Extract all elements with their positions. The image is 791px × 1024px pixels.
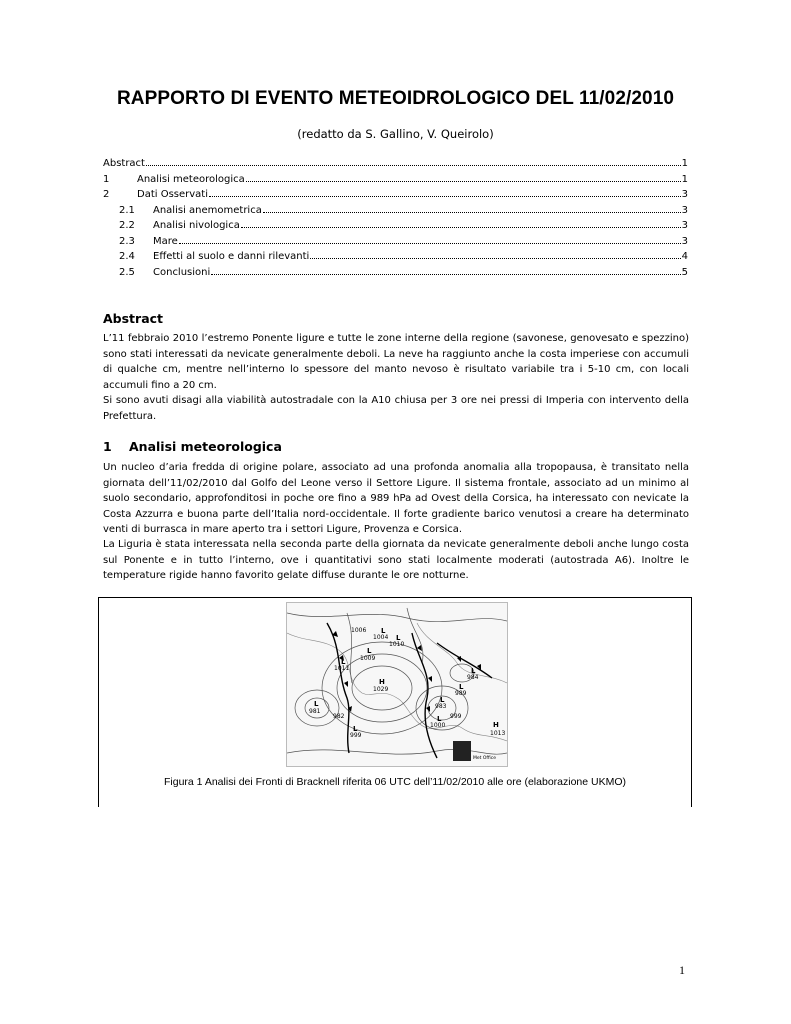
synoptic-chart-image — [286, 602, 508, 767]
toc-entry-label: Analisi anemometrica — [153, 204, 262, 216]
section-title: Analisi meteorologica — [129, 439, 282, 454]
toc-dot-leader — [241, 227, 681, 228]
abstract-paragraph-2: Si sono avuti disagi alla viabilità autostradale con la A10 chiusa per 3 ore nei pressi di Imperia con intervento della Prefettura. — [103, 395, 689, 422]
toc-entry-page: 3 — [681, 235, 688, 247]
map-label: 1009 — [360, 655, 376, 662]
toc-entry[interactable] — [103, 189, 688, 205]
toc-entry-page: 3 — [681, 220, 688, 231]
page-number: 1 — [679, 963, 685, 977]
pressure-center: L — [341, 658, 346, 666]
toc-entry-page: 1 — [681, 158, 688, 169]
toc-entry-page: 3 — [681, 189, 688, 200]
toc-entry-number: 2.5 — [119, 266, 135, 278]
map-label: 1013 — [490, 730, 506, 737]
map-label: 1006 — [351, 627, 367, 634]
toc-entry[interactable] — [103, 158, 688, 174]
toc-dot-leader — [211, 274, 680, 275]
weather-map — [287, 603, 507, 766]
map-label: 1010 — [389, 641, 405, 648]
toc-entry-page: 1 — [681, 173, 688, 185]
map-label: 999 — [350, 732, 362, 739]
table-of-contents — [103, 158, 688, 282]
pressure-center: L — [437, 715, 442, 723]
toc-dot-leader — [179, 243, 681, 244]
pressure-center: L — [353, 725, 358, 733]
toc-entry-number: 2.3 — [119, 235, 135, 247]
toc-dot-leader — [310, 258, 680, 259]
map-label: 1029 — [373, 686, 389, 693]
map-label: 984 — [467, 674, 479, 681]
map-label: 1011 — [334, 665, 350, 672]
section-1-paragraph-2: La Liguria è stata interessata nella seconda parte della giornata da nevicate generalmente deboli anche lungo costa sul Ponente e in tutto l’interno, ove i quantitativi sono stati localmente moderati (autostrada A6). Inoltre le temperature rigide hanno favorito gelate diffuse durante le ore notturne. — [103, 539, 689, 582]
toc-entry[interactable] — [103, 236, 688, 252]
map-label: 981 — [309, 708, 321, 715]
pressure-center: L — [381, 627, 386, 635]
toc-dot-leader — [209, 196, 681, 197]
map-label: 999 — [450, 713, 462, 720]
section-1-paragraph-1: Un nucleo d’aria fredda di origine polare, associato ad una profonda anomalia alla tropopausa, è transitato nella giornata dell’11/02/2010 dal Golfo del Leone verso il Settore Ligure. Il sistema frontale, associato ad un minimo al suolo secondario, approfonditosi in poche ore fino a 989 hPa ad Ovest della Corsica, ha interessato con nevicate la Costa Azzurra e buona parte dell’Italia nord-occidentale. Il forte gradiente barico venutosi a creare ha determinato venti di burrasca in mare aperto tra i settori Ligure, Provenza e Corsica. — [103, 462, 689, 536]
toc-entry[interactable] — [103, 174, 688, 190]
toc-dot-leader — [263, 212, 681, 213]
figure-box — [98, 597, 692, 807]
pressure-center: L — [367, 647, 372, 655]
toc-entry-label: Conclusioni — [153, 266, 211, 278]
toc-dot-leader — [246, 181, 681, 182]
toc-entry-page: 5 — [681, 266, 688, 278]
toc-entry-label: Effetti al suolo e danni rilevanti — [153, 251, 310, 262]
document-title: RAPPORTO DI EVENTO METEOIDROLOGICO DEL 11/02/2010 — [116, 88, 675, 109]
svg-text:Met Office: Met Office — [473, 756, 496, 761]
map-label: 983 — [435, 703, 447, 710]
abstract-paragraph-1: L’11 febbraio 2010 l’estremo Ponente ligure e tutte le zone interne della regione (savonese, genovesato e spezzino) sono stati interessati da nevicate generalmente deboli. La neve ha raggiunto anche la costa imperiese con accumuli di qualche cm, mentre nell’interno lo spessore del manto nevoso è risultato variabile tra i 5-10 cm, con locali accumuli fino a 20 cm. — [103, 333, 689, 391]
pressure-center: H — [379, 678, 385, 686]
toc-entry-label: Mare — [153, 235, 178, 247]
toc-entry-number: 2.4 — [119, 251, 135, 262]
map-label: 1000 — [430, 722, 446, 729]
toc-entry-label: Abstract — [103, 158, 145, 169]
toc-entry-label: Analisi nivologica — [153, 220, 240, 231]
toc-entry-page: 4 — [681, 251, 688, 262]
toc-entry-label: Analisi meteorologica — [137, 173, 245, 185]
abstract-heading: Abstract — [103, 311, 164, 326]
toc-entry-label: Dati Osservati — [137, 189, 209, 200]
toc-entry[interactable] — [103, 205, 688, 221]
section-number: 1 — [103, 439, 112, 454]
toc-entry[interactable] — [103, 251, 688, 267]
map-label: 982 — [333, 713, 345, 720]
pressure-center: L — [459, 683, 464, 691]
toc-entry-number: 1 — [103, 173, 110, 185]
authors-line: (redatto da S. Gallino, V. Queirolo) — [297, 127, 494, 141]
map-label: 989 — [455, 690, 467, 697]
figure-caption: Figura 1 Analisi dei Fronti di Bracknell riferita 06 UTC dell’11/02/2010 alle ore (elaborazione UKMO) — [163, 776, 627, 788]
pressure-center: L — [396, 634, 401, 642]
pressure-center: L — [471, 667, 476, 675]
map-label: 1004 — [373, 634, 389, 641]
toc-entry-number: 2.1 — [119, 204, 135, 216]
pressure-center: L — [440, 696, 445, 704]
section-1-heading — [103, 439, 282, 454]
toc-entry[interactable] — [103, 267, 688, 283]
pressure-center: H — [493, 721, 499, 729]
toc-entry-number: 2 — [103, 189, 110, 200]
toc-entry-page: 3 — [681, 204, 688, 216]
toc-entry[interactable] — [103, 220, 688, 236]
toc-dot-leader — [146, 165, 681, 166]
toc-entry-number: 2.2 — [119, 220, 135, 231]
pressure-center: L — [314, 700, 319, 708]
